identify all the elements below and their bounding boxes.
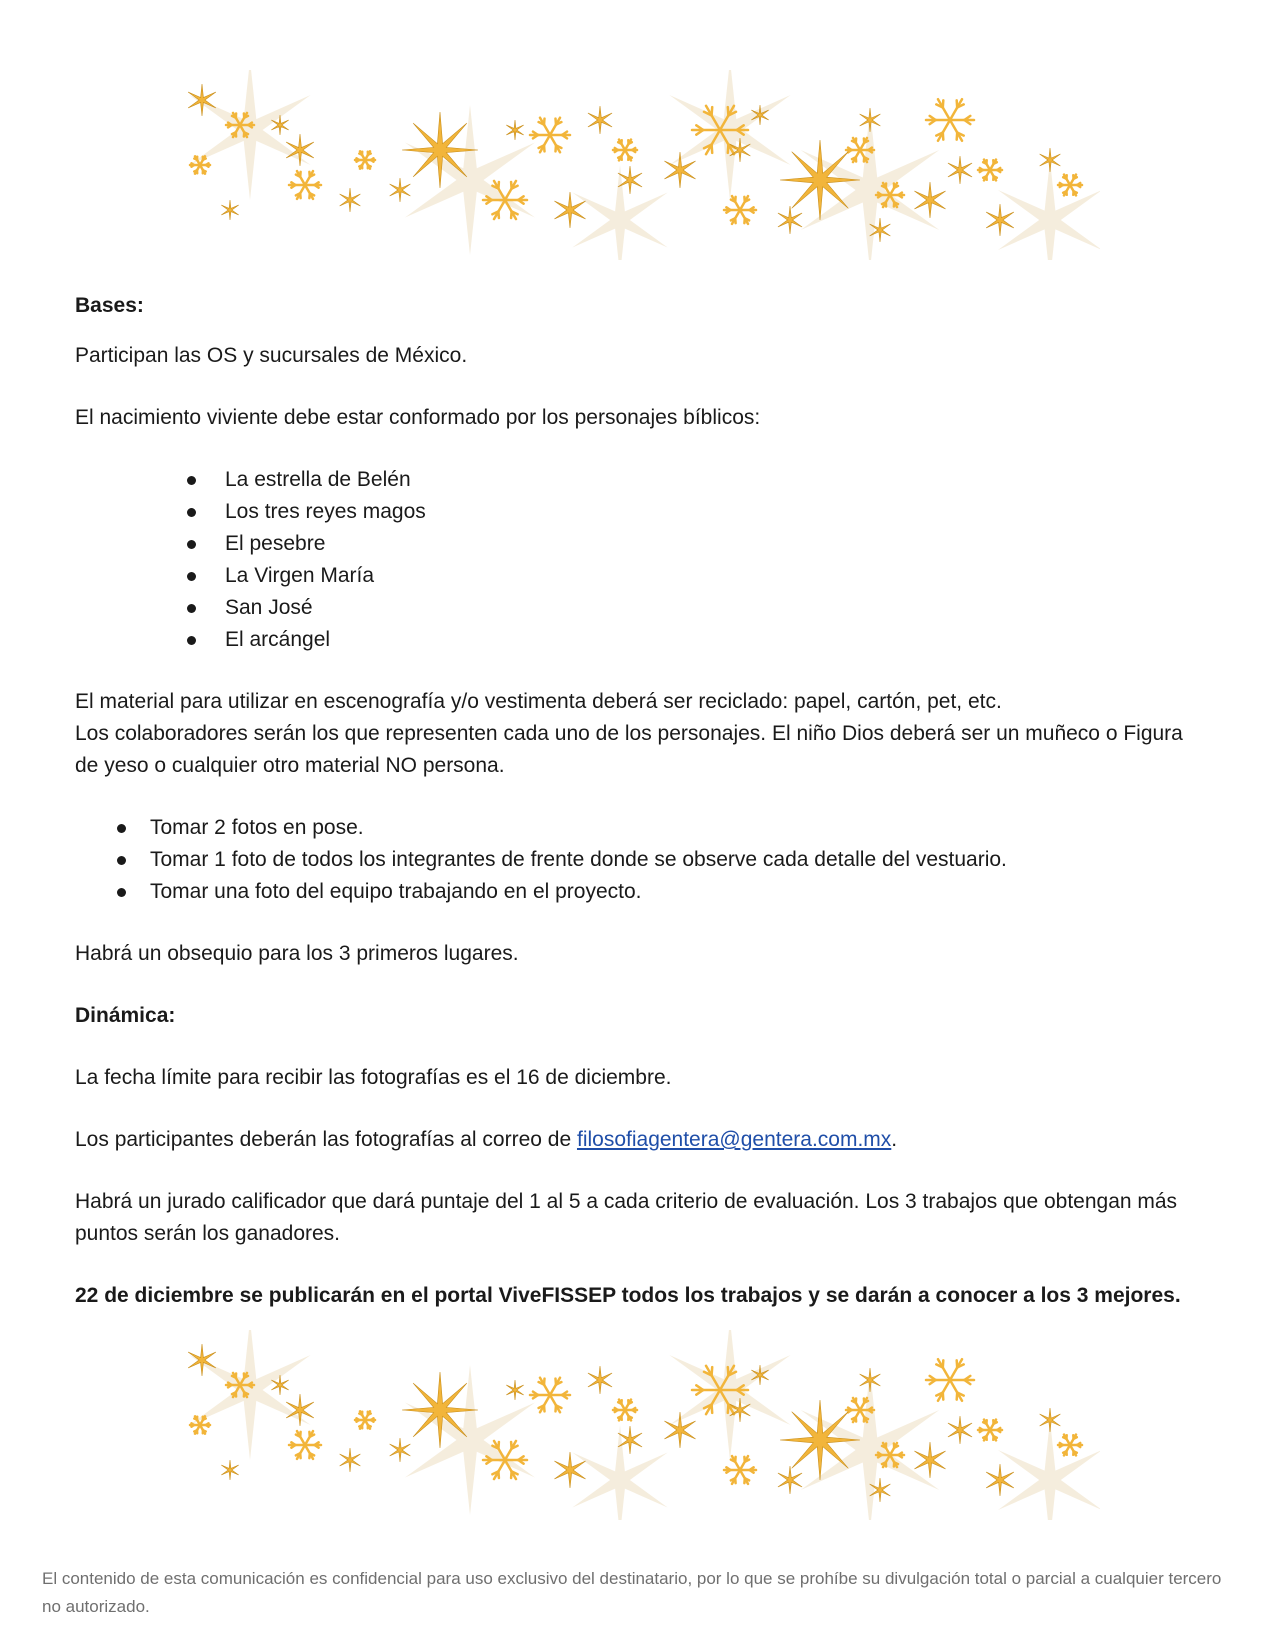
snowflake-icon — [289, 1431, 321, 1459]
publication-text: 22 de diciembre se publicarán en el portal ViveFISSEP todos los trabajos y se darán a conocer a los 3 mejores. — [75, 1284, 1181, 1307]
send-prefix: Los participantes deberán las fotografías al correo de — [75, 1128, 577, 1151]
star-icon — [860, 108, 881, 132]
snowflake-icon — [978, 160, 1002, 181]
garland-decoration — [170, 70, 1100, 260]
star-icon — [998, 1420, 1100, 1520]
star-icon — [402, 112, 478, 188]
collaborators-text: Los colaboradores serán los que representen cada uno de los personajes. El niño Dios deberá ser un muñeco o Figura de yeso o cualquier otro material NO persona. — [75, 722, 1183, 777]
list-item: Tomar 1 foto de todos los integrantes de frente donde se observe cada detalle del vestuario. — [75, 844, 1205, 876]
list-item: El arcángel — [75, 624, 1205, 656]
star-icon — [506, 1380, 523, 1400]
email-link[interactable]: filosofiagentera@gentera.com.mx — [576, 1128, 892, 1151]
material-text: El material para utilizar en escenografía y/o vestimenta deberá ser reciclado: papel, cartón, pet, etc. — [75, 690, 1002, 713]
star-icon — [669, 1330, 790, 1460]
star-icon — [664, 1412, 695, 1448]
list-item: Tomar una foto del equipo trabajando en el proyecto. — [75, 876, 1205, 908]
star-icon — [572, 1425, 667, 1520]
star-icon — [390, 178, 411, 202]
jury-text: Habrá un jurado calificador que dará puntaje del 1 al 5 a cada criterio de evaluación. Los 3 trabajos que obtengan más puntos serán los ganadores. — [75, 1190, 1178, 1245]
star-icon — [189, 70, 310, 200]
snowflake-icon — [530, 118, 570, 153]
star-icon — [286, 1394, 314, 1426]
list-item: El pesebre — [75, 528, 1205, 560]
star-icon — [1040, 148, 1061, 172]
star-icon — [778, 206, 802, 234]
bottom-star-garland — [170, 1330, 1100, 1520]
list-item: La estrella de Belén — [75, 464, 1205, 496]
send-photos-text — [75, 1124, 1205, 1156]
confidentiality-footer: El contenido de esta comunicación es confidencial para uso exclusivo del destinatario, por lo que se prohíbe su divulgación total o parcial a cualquier tercero no autorizado. — [42, 1569, 1222, 1616]
star-icon — [914, 182, 945, 218]
star-icon — [998, 160, 1100, 260]
star-icon — [588, 1366, 612, 1394]
star-icon — [286, 134, 314, 166]
star-icon — [572, 165, 667, 260]
document-body — [75, 290, 1205, 1312]
characters-intro: El nacimiento viviente debe estar conformado por los personajes bíblicos: — [75, 406, 761, 429]
snowflake-icon — [926, 1359, 974, 1401]
snowflake-icon — [724, 196, 756, 224]
snowflake-icon — [530, 1378, 570, 1413]
star-icon — [780, 140, 860, 220]
star-icon — [948, 1416, 972, 1444]
star-icon — [221, 1460, 238, 1480]
star-icon — [189, 1330, 310, 1460]
star-icon — [390, 1438, 411, 1462]
star-icon — [914, 1442, 945, 1478]
snowflake-icon — [355, 1411, 375, 1428]
star-icon — [588, 106, 612, 134]
snowflake-icon — [978, 1420, 1002, 1441]
star-icon — [669, 70, 790, 200]
deadline-text: La fecha límite para recibir las fotografías es el 16 de diciembre. — [75, 1066, 672, 1089]
photos-list — [75, 812, 1205, 908]
snowflake-icon — [355, 151, 375, 168]
bases-heading: Bases: — [75, 294, 144, 317]
star-icon — [1040, 1408, 1061, 1432]
prize-text: Habrá un obsequio para los 3 primeros lugares. — [75, 942, 519, 965]
garland-decoration — [170, 1330, 1100, 1520]
star-icon — [340, 1448, 361, 1472]
star-icon — [402, 1372, 478, 1448]
snowflake-icon — [1058, 175, 1082, 196]
star-icon — [664, 152, 695, 188]
star-icon — [506, 120, 523, 140]
star-icon — [860, 1368, 881, 1392]
star-icon — [778, 1466, 802, 1494]
list-item: Tomar 2 fotos en pose. — [75, 812, 1205, 844]
snowflake-icon — [926, 99, 974, 141]
star-icon — [986, 1464, 1014, 1496]
list-item: Los tres reyes magos — [75, 496, 1205, 528]
top-star-garland — [170, 70, 1100, 260]
dinamica-heading: Dinámica: — [75, 1004, 176, 1027]
snowflake-icon — [289, 171, 321, 199]
send-suffix: . — [891, 1128, 898, 1151]
characters-list — [75, 464, 1205, 656]
list-item: San José — [75, 592, 1205, 624]
snowflake-icon — [1058, 1435, 1082, 1456]
participants-text: Participan las OS y sucursales de México. — [75, 344, 468, 367]
snowflake-icon — [724, 1456, 756, 1484]
star-icon — [986, 204, 1014, 236]
snowflake-icon — [613, 1400, 637, 1421]
snowflake-icon — [613, 140, 637, 161]
star-icon — [221, 200, 238, 220]
star-icon — [340, 188, 361, 212]
star-icon — [780, 1400, 860, 1480]
star-icon — [948, 156, 972, 184]
list-item: La Virgen María — [75, 560, 1205, 592]
